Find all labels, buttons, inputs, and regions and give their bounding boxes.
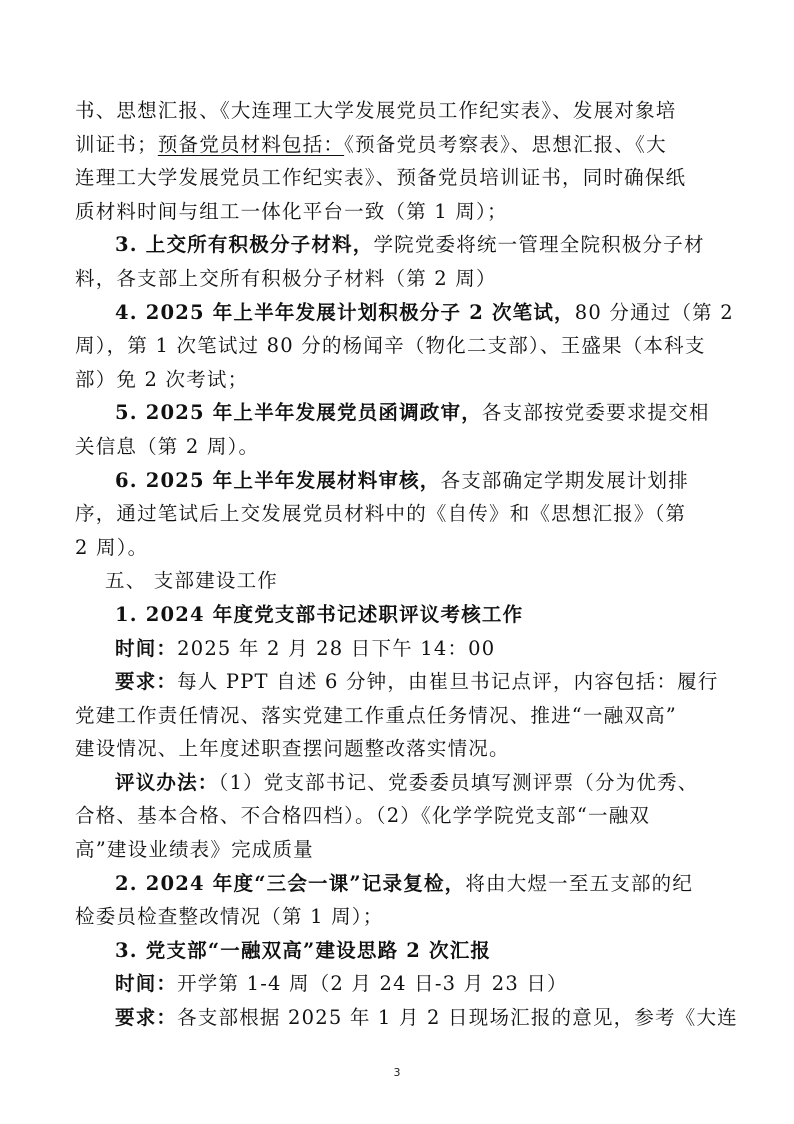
paragraph-line: 合格、基本合格、不合格四档）。（2）《化学学院党支部“一融双 <box>75 804 651 828</box>
paragraph-line: 高”建设业绩表》完成质量 <box>75 838 314 862</box>
paragraph-line: 部）免 2 次考试； <box>75 367 249 391</box>
text-span: 《预备党员考察表》、思想汇报、《大 <box>344 132 667 156</box>
paragraph-line: 序，通过笔试后上交发展党员材料中的《自传》和《思想汇报》（第 <box>75 502 687 526</box>
paragraph-line: 党建工作责任情况、落实党建工作重点任务情况、推进“一融双高” <box>75 703 677 727</box>
text-span: 将由大煜一至五支部的纪 <box>465 871 694 895</box>
field-label: 要求： <box>115 670 178 694</box>
paragraph-line <box>75 228 721 262</box>
field-label: 时间： <box>115 972 178 996</box>
text-span: （1）党支部书记、党委委员填写测评票（分为优秀、 <box>218 770 699 794</box>
paragraph-line <box>75 867 721 901</box>
paragraph-line <box>75 296 734 330</box>
text-span: 每人 PPT 自述 6 分钟，由崔旦书记点评，内容包括：履行 <box>177 670 719 694</box>
item-heading: 1. 2024 年度党支部书记述职评议考核工作 <box>115 602 524 626</box>
page-number: 3 <box>393 1066 401 1079</box>
text-span: 开学第 1-4 周（2 月 24 日-3 月 23 日） <box>177 972 568 996</box>
paragraph-line <box>75 396 721 430</box>
paragraph-line <box>75 1001 738 1035</box>
document-body <box>75 94 738 1035</box>
paragraph-line <box>75 766 721 800</box>
text-span: 各支部按党委要求提交相 <box>481 401 710 425</box>
text-span: 各支部根据 2025 年 1 月 2 日现场汇报的意见，参考《大连 <box>177 1006 738 1030</box>
paragraph-line <box>75 967 721 1001</box>
field-label: 时间： <box>115 636 178 660</box>
text-span: 2025 年 2 月 28 日下午 14：00 <box>177 636 496 660</box>
paragraph-line: 质材料时间与组工一体化平台一致（第 1 周）； <box>75 199 508 223</box>
paragraph-line: 周），第 1 次笔试过 80 分的杨闻辛（物化二支部）、王盛果（本科支 <box>75 334 706 358</box>
paragraph-line <box>75 632 721 666</box>
paragraph-line: 连理工大学发展党员工作纪实表》、预备党员培训证书，同时确保纸 <box>75 166 687 190</box>
section-heading: 五、 支部建设工作 <box>105 569 278 593</box>
item-heading: 3. 上交所有积极分子材料， <box>115 233 374 257</box>
paragraph-line <box>75 128 721 162</box>
text-span: 学院党委将统一管理全院积极分子材 <box>373 233 705 257</box>
paragraph-line <box>75 464 721 498</box>
paragraph-line <box>75 665 721 699</box>
underlined-text: 预备党员材料包括： <box>157 132 345 156</box>
paragraph-line <box>75 934 721 968</box>
text-span: 训证书； <box>75 132 158 156</box>
text-span: 各支部确定学期发展计划排 <box>440 468 689 492</box>
item-heading: 3. 党支部“一融双高”建设思路 2 次汇报 <box>115 938 492 962</box>
item-heading: 6. 2025 年上半年发展材料审核， <box>115 468 441 492</box>
field-label: 要求： <box>115 1006 178 1030</box>
item-heading: 5. 2025 年上半年发展党员函调政审， <box>115 401 482 425</box>
paragraph-line: 关信息（第 2 周）。 <box>75 434 260 458</box>
paragraph-line: 料，各支部上交所有积极分子材料（第 2 周） <box>75 266 497 290</box>
paragraph-line: 2 周）。 <box>75 535 149 559</box>
paragraph-line: 检委员检查整改情况（第 1 周）； <box>75 905 384 929</box>
item-heading: 2. 2024 年度“三会一课”记录复检， <box>115 871 466 895</box>
field-label: 评议办法： <box>115 770 219 794</box>
text-span: 80 分通过（第 2 <box>574 300 734 324</box>
paragraph-line <box>75 598 721 632</box>
paragraph-line: 书、思想汇报、《大连理工大学发展党员工作纪实表》、发展对象培 <box>75 99 677 122</box>
paragraph-line: 建设情况、上年度述职查摆问题整改落实情况。 <box>75 737 510 761</box>
item-heading: 4. 2025 年上半年发展计划积极分子 2 次笔试， <box>115 300 575 324</box>
